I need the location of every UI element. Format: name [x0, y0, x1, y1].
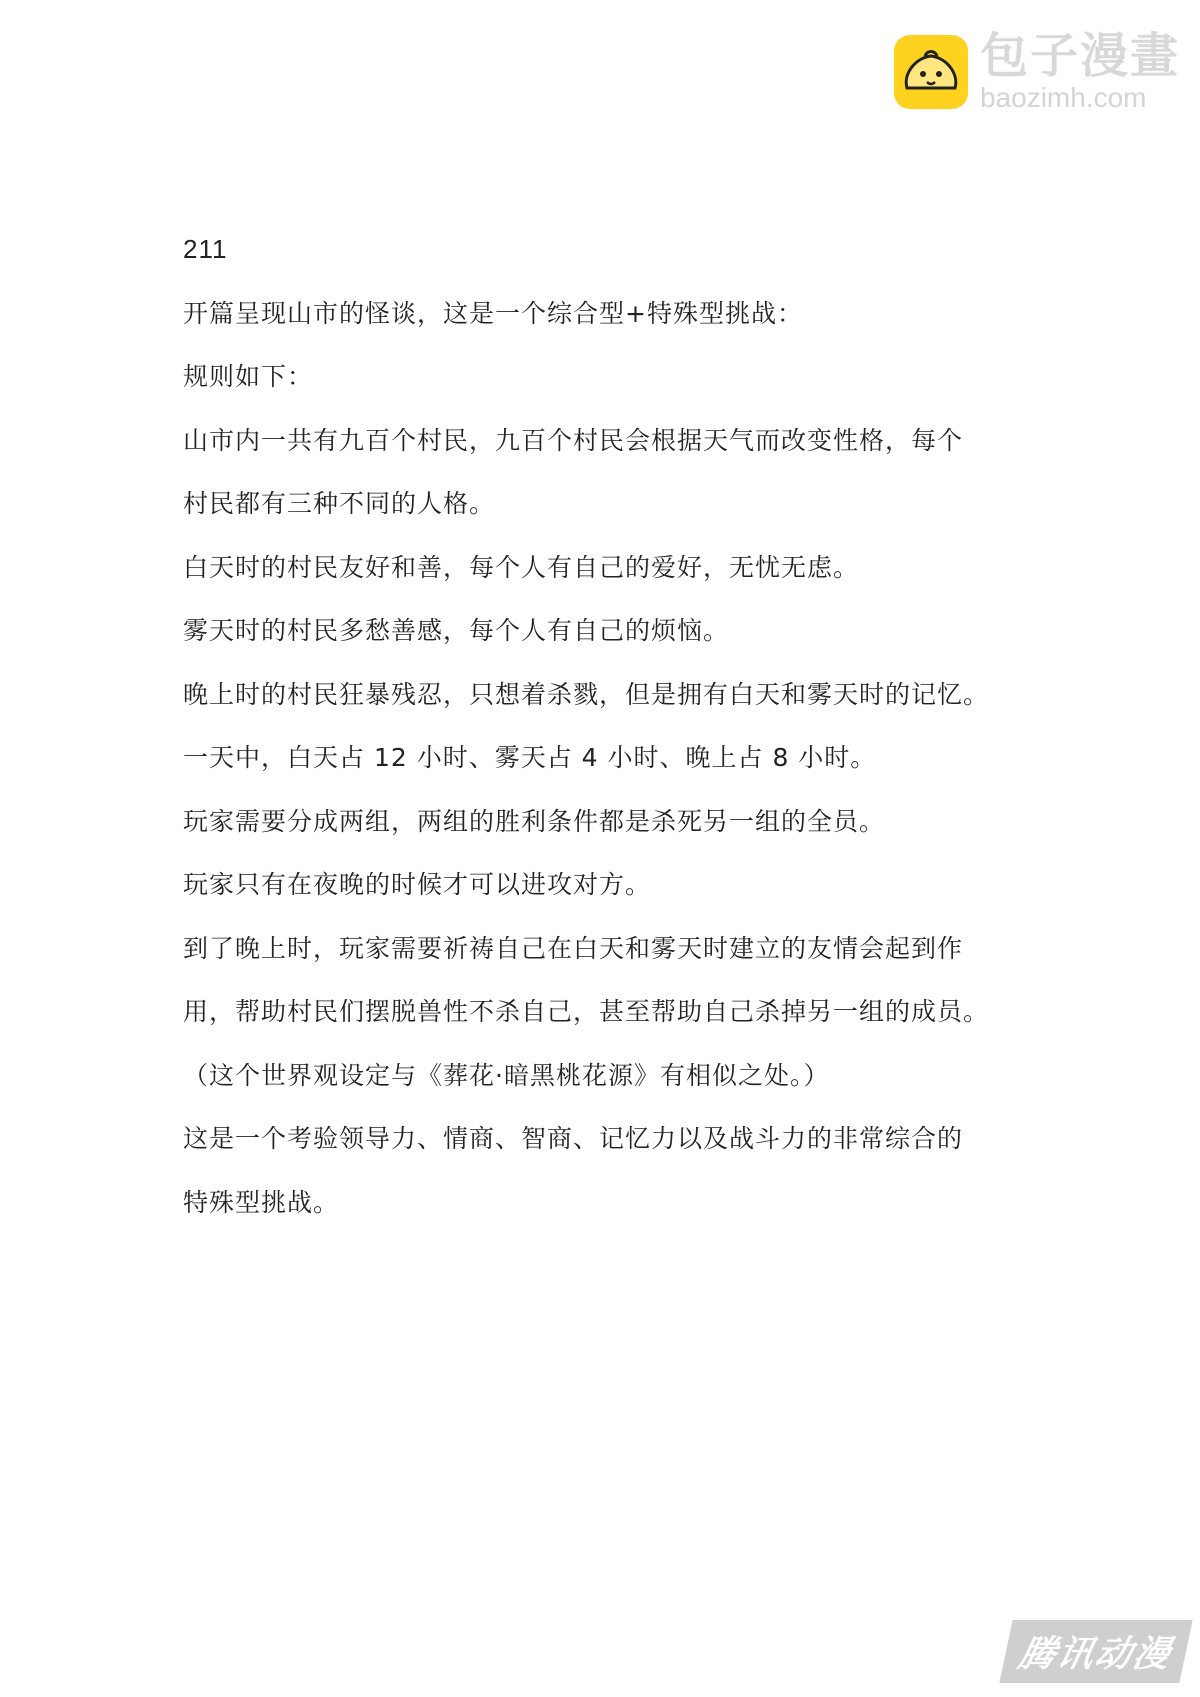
bottom-watermark: 腾讯动漫: [999, 1620, 1192, 1683]
doc-line: 玩家需要分成两组，两组的胜利条件都是杀死另一组的全员。: [183, 806, 886, 836]
watermark-text: [979, 28, 1180, 113]
doc-line: 一天中，白天占 12 小时、雾天占 4 小时、晚上占 8 小时。: [183, 743, 877, 772]
steamed-bun-icon: [894, 35, 968, 109]
doc-line: 雾天时的村民多愁善感，每个人有自己的烦恼。: [183, 616, 730, 645]
document-body: [183, 218, 1043, 1234]
doc-line: 晚上时的村民狂暴残忍，只想着杀戮，但是拥有白天和雾天时的记忆。: [183, 679, 990, 709]
site-watermark: [894, 28, 1180, 113]
bun-face-graphic: [901, 44, 961, 100]
watermark-name: 包子漫畫: [979, 28, 1180, 84]
doc-line: 这是一个考验领导力、情商、智商、记忆力以及战斗力的非常综合的: [183, 1124, 964, 1153]
doc-line: 特殊型挑战。: [183, 1187, 340, 1217]
doc-line: 白天时的村民友好和善，每个人有自己的爱好，无忧无虑。: [183, 552, 860, 582]
watermark-domain: baozimh.com: [979, 82, 1147, 113]
doc-line: 用，帮助村民们摆脱兽性不杀自己，甚至帮助自己杀掉另一组的成员。: [183, 997, 990, 1026]
doc-line: （这个世界观设定与《葬花·暗黑桃花源》有相似之处。）: [183, 1060, 830, 1090]
doc-line: 村民都有三种不同的人格。: [183, 489, 496, 518]
doc-line: 山市内一共有九百个村民，九百个村民会根据天气而改变性格，每个: [183, 425, 964, 455]
doc-line: 到了晚上时，玩家需要祈祷自己在白天和雾天时建立的友情会起到作: [183, 933, 964, 963]
doc-line: 开篇呈现山市的怪谈，这是一个综合型+特殊型挑战：: [183, 298, 803, 328]
doc-line: 规则如下：: [183, 362, 314, 391]
page-number: 211: [183, 234, 228, 264]
doc-line: 玩家只有在夜晚的时候才可以进攻对方。: [183, 870, 652, 899]
